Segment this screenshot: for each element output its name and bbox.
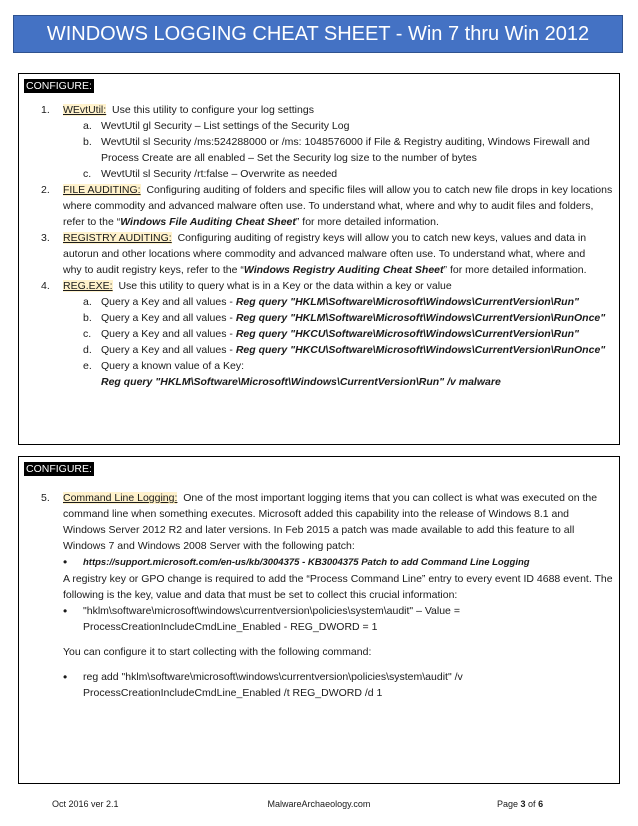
sub-item [19, 310, 613, 326]
item-text: where commodity and advanced malware often use. To understand what, where and why to audit files and folders, [63, 200, 594, 212]
patch-link[interactable]: https://support.microsoft.com/en-us/kb/3004375 - KB3004375 Patch to add Command Line Logging [83, 557, 530, 568]
bullet-item [19, 603, 613, 619]
sub-text: Query a Key and all values - [101, 296, 236, 308]
sub-item [19, 342, 613, 358]
list-item-wevtutil [19, 102, 613, 118]
item-text: autorun and other locations where commodity and advanced malware often use. To understand what, where and [63, 248, 586, 260]
bullet-item [19, 554, 613, 571]
item-label: FILE AUDITING: [63, 184, 141, 196]
footer-version: Oct 2016 ver 2.1 [52, 799, 119, 809]
page-label: Page [497, 799, 521, 809]
item-number: 2. [41, 184, 50, 196]
item-text [19, 644, 613, 660]
item-text: command line when something executes. Microsoft added this capability into the release of Windows 8.1 and [63, 508, 570, 520]
bullet-item-continued [19, 619, 613, 635]
item-label: Command Line Logging: [63, 492, 178, 504]
bullet-icon: • [63, 670, 68, 684]
sub-letter: e. [83, 360, 92, 372]
registry-key-text: ProcessCreationIncludeCmdLine_Enabled - REG_DWORD = 1 [83, 621, 378, 633]
page-current: 3 [520, 799, 526, 809]
sub-item [19, 166, 613, 182]
item-text: ” for more detailed information. [295, 216, 439, 228]
doc-reference: Windows File Auditing Cheat Sheet [120, 216, 296, 228]
item-text-continued [19, 538, 613, 554]
doc-reference: Windows Registry Auditing Cheat Sheet [243, 264, 444, 276]
item-number: 4. [41, 280, 50, 292]
configure-tag: CONFIGURE: [26, 80, 92, 92]
sub-item [19, 118, 613, 134]
sub-letter: b. [83, 312, 92, 324]
item-text: A registry key or GPO change is required to add the “Process Command Line” entry to every event ID 4688 event. The [63, 573, 613, 585]
sub-item-continued [19, 374, 613, 390]
item-text: Use this utility to query what is in a Key or the data within a key or value [118, 280, 452, 292]
sub-item [19, 326, 613, 342]
item-label: REGISTRY AUDITING: [63, 232, 172, 244]
item-text: Configuring auditing of folders and specific files will allow you to catch new file drops in key locations [146, 184, 613, 196]
sub-text: WevtUtil sl Security /rt:false – Overwrite as needed [101, 168, 338, 180]
reg-query-command: Reg query "HKCU\Software\Microsoft\Windows\CurrentVersion\Run" [235, 328, 579, 340]
sub-item [19, 358, 613, 374]
item-number: 3. [41, 232, 50, 244]
sub-text: Query a Key and all values - [101, 312, 236, 324]
item-text: Use this utility to configure your log settings [112, 104, 314, 116]
reg-query-command: Reg query "HKLM\Software\Microsoft\Windows\CurrentVersion\RunOnce" [235, 312, 606, 324]
bullet-item-continued [19, 685, 613, 701]
section-2-body [19, 490, 613, 701]
reg-query-command: Reg query "HKLM\Software\Microsoft\Windows\CurrentVersion\Run" /v malware [101, 376, 501, 388]
spacer [19, 635, 613, 644]
item-label: REG.EXE: [63, 280, 113, 292]
reg-query-command: Reg query "HKCU\Software\Microsoft\Windows\CurrentVersion\RunOnce" [235, 344, 606, 356]
item-text: why to audit registry keys, refer to the “ [63, 264, 244, 276]
footer-site: MalwareArchaeology.com [267, 799, 371, 809]
sub-text: WevtUtil sl Security /ms:524288000 or /ms: 1048576000 if File & Registry auditing, Windows Firewall and [101, 136, 590, 148]
item-text-continued [19, 522, 613, 538]
item-text [19, 587, 613, 603]
item-number: 1. [41, 104, 50, 116]
sub-letter: b. [83, 136, 92, 148]
item-text-continued [19, 262, 613, 278]
sub-text: WevtUtil gl Security – List settings of the Security Log [101, 120, 350, 132]
item-text: ” for more detailed information. [443, 264, 587, 276]
sub-letter: a. [83, 296, 92, 308]
bullet-icon: • [63, 555, 68, 569]
configure-tag: CONFIGURE: [26, 463, 92, 475]
item-text-continued [19, 246, 613, 262]
sub-text: Process Create are all enabled – Set the Security log size to the number of bytes [101, 152, 477, 164]
sub-item-continued [19, 150, 613, 166]
sub-text: Query a known value of a Key: [101, 360, 244, 372]
item-text: refer to the “ [63, 216, 121, 228]
page-title: WINDOWS LOGGING CHEAT SHEET - Win 7 thru Win 2012 [13, 15, 623, 53]
reg-add-command: reg add "hklm\software\microsoft\windows\currentversion\policies\system\audit" /v [83, 671, 463, 683]
item-text-continued [19, 198, 613, 214]
registry-key-text: "hklm\software\microsoft\windows\currentversion\policies\system\audit" – Value = [83, 605, 460, 617]
list-item-file-auditing [19, 182, 613, 198]
item-text-continued [19, 506, 613, 522]
spacer [19, 660, 613, 669]
sub-letter: c. [83, 168, 92, 180]
item-label: WEvtUtil: [63, 104, 107, 116]
sub-text: Query a Key and all values - [101, 328, 236, 340]
configure-section-1 [18, 73, 620, 445]
sub-item [19, 134, 613, 150]
bullet-item [19, 669, 613, 685]
sub-item [19, 294, 613, 310]
list-item-command-line-logging [19, 490, 613, 506]
item-text: Windows Server 2012 R2 and later versions. In Feb 2015 a patch was made available to add this feature to all [63, 524, 575, 536]
item-number: 5. [41, 492, 50, 504]
list-item-reg-exe [19, 278, 613, 294]
sub-letter: c. [83, 328, 92, 340]
sub-text: Query a Key and all values - [101, 344, 236, 356]
page-total: 6 [538, 799, 544, 809]
item-text-continued [19, 214, 613, 230]
reg-query-command: Reg query "HKLM\Software\Microsoft\Windows\CurrentVersion\Run" [235, 296, 579, 308]
item-text: You can configure it to start collecting with the following command: [63, 646, 372, 658]
item-text: Windows 7 and Windows 2008 Server with the following patch: [63, 540, 355, 552]
page-label: of [525, 799, 539, 809]
list-item-registry-auditing [19, 230, 613, 246]
item-text [19, 571, 613, 587]
item-text: Configuring auditing of registry keys will allow you to catch new keys, values and data in [177, 232, 587, 244]
reg-add-command: ProcessCreationIncludeCmdLine_Enabled /t REG_DWORD /d 1 [83, 687, 383, 699]
item-text: following is the key, value and data that must be set to collect this crucial information: [63, 589, 458, 601]
bullet-icon: • [63, 604, 68, 618]
item-text: One of the most important logging items that you can collect is what was executed on the [183, 492, 598, 504]
configure-section-2 [18, 456, 620, 784]
footer-page-number [497, 798, 543, 810]
section-1-body [19, 102, 613, 390]
sub-letter: a. [83, 120, 92, 132]
sub-letter: d. [83, 344, 92, 356]
